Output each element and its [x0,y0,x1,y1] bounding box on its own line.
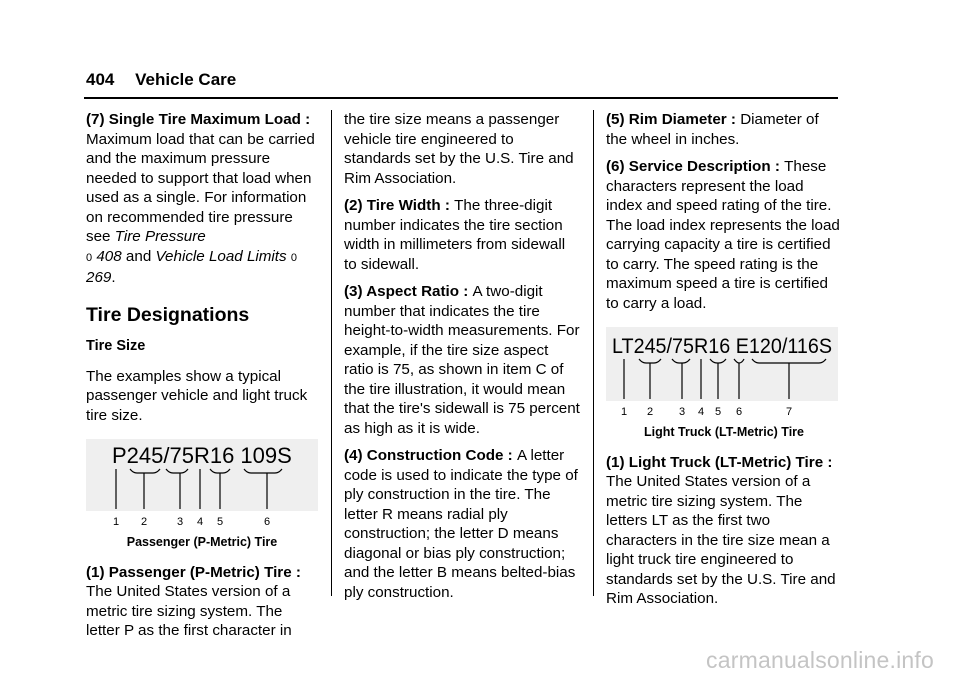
paragraph-text: The United States version of a metric tire sizing system. The letter P as the first character in [86,583,292,639]
paragraph-text: Maximum load that can be carried and the maximum pressure needed to support that load when used as a single. For information on recommended tire pressure see [86,130,315,245]
tire-code: P245/75R16 109S [112,443,292,468]
paragraph-service-description [606,157,842,313]
callout-number: 5 [715,406,722,418]
term-label: (6) Service Description : [606,158,785,175]
column-1 [86,110,318,649]
passenger-tire-diagram [86,439,318,529]
callout-numbers [113,516,270,528]
term-label: (5) Rim Diameter : [606,111,741,128]
term-label: (1) Passenger (P-Metric) Tire : [86,563,301,581]
section-title: Vehicle Care [135,70,237,89]
paragraph-aspect-ratio [344,282,580,438]
page-ref-408[interactable]: 408 [96,247,122,265]
subsection-heading: Tire Size [86,338,146,354]
paragraph-text: A two-digit number that indicates the tire height-to-width measurements. For example, if the tire size aspect ratio is 75, as shown in item C of the tire illustration, it would mean that the tire's sidewall is 75 percent as high as it is wide. [344,283,580,437]
callout-number: 7 [786,406,793,418]
callout-number: 3 [177,516,184,528]
paragraph-passenger-tire [86,563,318,641]
paragraph-text: A letter code is used to indicate the type of ply construction in the tire. The letter R means radial ply construction; the letter D means diagonal or bias ply construction; and the letter B means belted-bias ply construction. [344,447,578,601]
paragraph-text: . [111,269,116,286]
paragraph-continued: the tire size means a passenger vehicle tire engineered to standards set by the U.S. Tire and Rim Association. [344,111,574,187]
page-header [86,70,236,90]
callout-number: 6 [264,516,271,528]
section-heading: Tire Designations [86,303,250,326]
callout-number: 3 [679,406,686,418]
callout-number: 5 [217,516,224,528]
header-rule [84,97,838,99]
term-label: (7) Single Tire Maximum Load : [86,111,311,128]
paragraph-text: These characters represent the load index and speed rating of the tire. The load index represents the load carrying capacity a tire is certified to carry. The speed rating is the maximum speed a tire is certified to carry a load. [606,158,840,312]
light-truck-tire-diagram [606,327,838,419]
figure-caption: Light Truck (LT-Metric) Tire [644,425,804,439]
column-divider-2 [593,110,594,596]
paragraph-intro: The examples show a typical passenger vehicle and light truck tire size. [86,367,308,424]
figure-caption: Passenger (P-Metric) Tire [126,535,278,549]
term-label: (1) Light Truck (LT-Metric) Tire : [606,453,833,471]
column-divider-1 [331,110,332,596]
callout-numbers [621,406,792,418]
callout-number: 1 [621,406,628,418]
callout-number: 2 [141,516,148,528]
watermark: carmanualsonline.info [706,647,934,673]
passenger-tire-figure [86,439,318,529]
callout-number: 6 [736,406,743,418]
paragraph-light-truck-tire [606,453,842,609]
column-3 [606,110,842,617]
page-ref-arrow-icon: 0 [86,251,93,264]
page-ref-269[interactable]: 269 [86,269,112,286]
paragraph-text: The three-digit number indicates the tire section width in millimeters from sidewall to sidewall. [344,197,566,273]
paragraph-rim-diameter [606,110,842,149]
callout-number: 2 [647,406,654,418]
term-label: (3) Aspect Ratio : [344,283,473,300]
paragraph-tire-width [344,196,580,274]
paragraph-text: The United States version of a metric tire sizing system. The letters LT as the first two characters in the tire size mean a light truck tire engineered to standards set by the U.S. Tire and Rim Association. [606,473,836,607]
callout-number: 4 [197,516,204,528]
callout-number: 4 [698,406,705,418]
page-ref-arrow-icon: 0 [290,251,297,264]
term-label: (2) Tire Width : [344,197,455,214]
link-vehicle-load-limits[interactable]: Vehicle Load Limits [155,247,287,265]
term-label: (4) Construction Code : [344,447,517,464]
paragraph-text: and [121,247,156,265]
column-2 [344,110,580,610]
tire-code: LT245/75R16 E120/116S [612,335,832,358]
paragraph-text: Diameter of the wheel in inches. [606,111,819,148]
page-number: 404 [86,70,115,89]
paragraph-single-tire-max-load [86,110,318,288]
link-tire-pressure[interactable]: Tire Pressure [114,228,206,245]
callout-number: 1 [113,516,120,528]
paragraph-construction-code [344,446,580,602]
light-truck-tire-figure [606,327,842,419]
